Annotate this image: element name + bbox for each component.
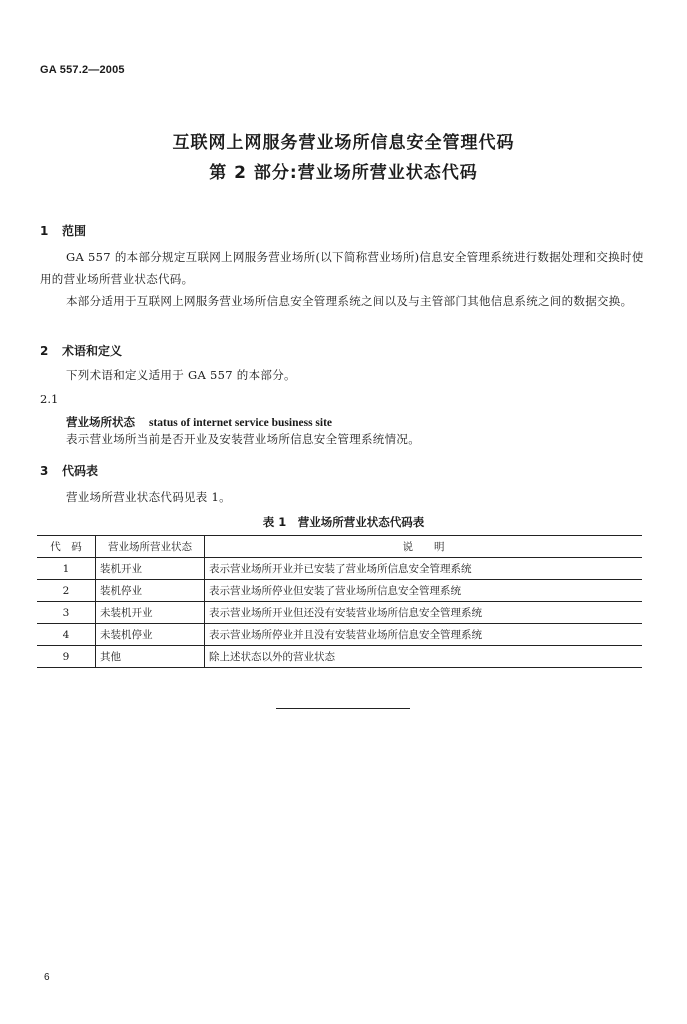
table-row <box>37 580 642 602</box>
code-cell: 1 <box>37 558 96 580</box>
table-caption: 表 1 营业场所营业状态代码表 <box>262 515 425 529</box>
table-header-row <box>37 536 642 558</box>
document-title-line1: 互联网上网服务营业场所信息安全管理代码 <box>172 133 515 153</box>
status-cell: 未装机停业 <box>96 624 205 646</box>
column-header-description: 说 明 <box>205 536 643 558</box>
description-cell: 表示营业场所开业并已安装了营业场所信息安全管理系统 <box>205 558 643 580</box>
description-cell: 除上述状态以外的营业状态 <box>205 646 643 668</box>
table-row <box>37 624 642 646</box>
end-rule <box>276 708 410 709</box>
table-row <box>37 602 642 624</box>
page-number: 6 <box>44 972 50 983</box>
document-title-line2: 第 2 部分:营业场所营业状态代码 <box>209 163 478 183</box>
standard-code: GA 557.2—2005 <box>40 64 125 76</box>
code-cell: 2 <box>37 580 96 602</box>
term-definition: 表示营业场所当前是否开业及安装营业场所信息安全管理系统情况。 <box>66 432 420 446</box>
column-header-status: 营业场所营业状态 <box>96 536 205 558</box>
status-cell: 未装机开业 <box>96 602 205 624</box>
code-cell: 9 <box>37 646 96 668</box>
code-cell: 3 <box>37 602 96 624</box>
section-1-paragraph-1: GA 557 的本部分规定互联网上网服务营业场所(以下简称营业场所)信息安全管理系统进行数据处理和交换时使用的营业场所营业状态代码。 <box>40 250 644 286</box>
section-title: 范围 <box>62 224 87 238</box>
section-number: 3 <box>40 464 49 478</box>
term-number: 2.1 <box>40 392 59 406</box>
section-title: 代码表 <box>62 464 99 478</box>
code-cell: 4 <box>37 624 96 646</box>
status-cell: 装机开业 <box>96 558 205 580</box>
section-3-heading <box>40 462 98 479</box>
section-number: 1 <box>40 224 49 238</box>
term-chinese: 营业场所状态 <box>66 415 135 429</box>
section-3-intro: 营业场所营业状态代码见表 1。 <box>66 490 231 504</box>
status-cell: 装机停业 <box>96 580 205 602</box>
description-cell: 表示营业场所开业但还没有安装营业场所信息安全管理系统 <box>205 602 643 624</box>
description-cell: 表示营业场所停业但安装了营业场所信息安全管理系统 <box>205 580 643 602</box>
term-english: status of internet service business site <box>149 417 333 429</box>
section-1-heading <box>40 222 86 239</box>
table-row <box>37 558 642 580</box>
column-header-code: 代 码 <box>37 536 96 558</box>
section-2-heading <box>40 342 122 359</box>
section-title: 术语和定义 <box>62 344 123 358</box>
section-2-intro: 下列术语和定义适用于 GA 557 的本部分。 <box>66 368 296 382</box>
table-row <box>37 646 642 668</box>
section-number: 2 <box>40 344 49 358</box>
status-code-table <box>37 535 642 668</box>
section-1-paragraph-2: 本部分适用于互联网上网服务营业场所信息安全管理系统之间以及与主管部门其他信息系统之间的数据交换。 <box>66 294 633 308</box>
status-cell: 其他 <box>96 646 205 668</box>
description-cell: 表示营业场所停业并且没有安装营业场所信息安全管理系统 <box>205 624 643 646</box>
